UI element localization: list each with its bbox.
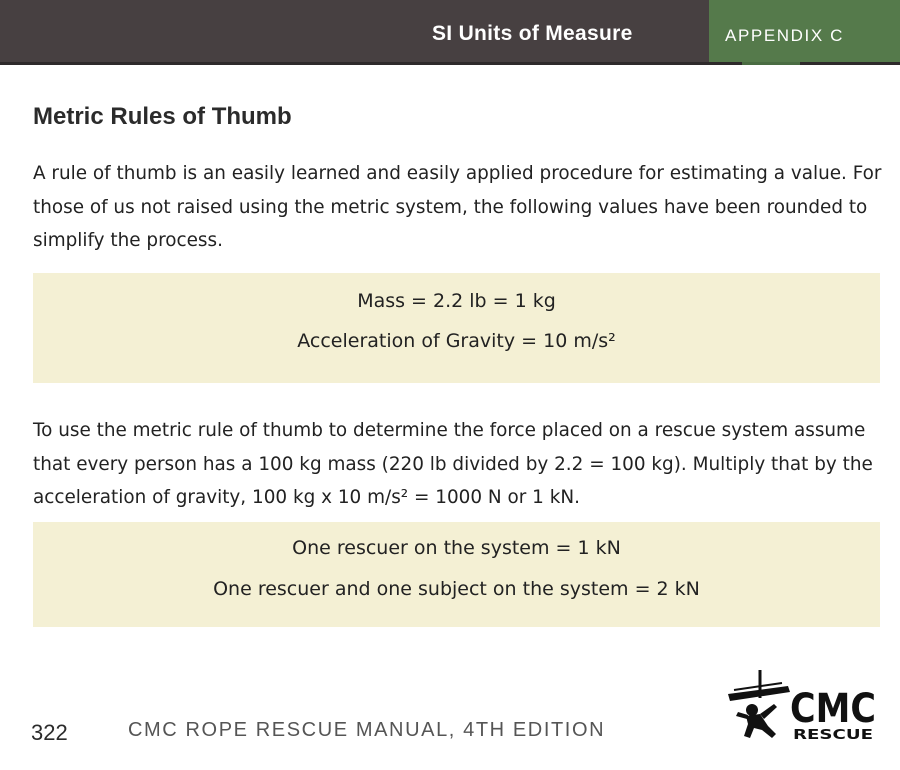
- rescuer-silhouette-icon: [724, 668, 880, 743]
- appendix-label: APPENDIX C: [725, 26, 844, 45]
- rescuer-subject-line: One rescuer and one subject on the system = 2 kN: [213, 578, 700, 600]
- mass-conversion-line: Mass = 2.2 lb = 1 kg: [357, 290, 556, 312]
- conversion-callout: [33, 273, 880, 383]
- page-number: 322: [31, 720, 68, 745]
- force-paragraph: To use the metric rule of thumb to determine the force placed on a rescue system assume that every person has a 100 kg mass (220 lb divided by 2.2 = 100 kg). Multiply that by the acceleration of gravity, 100 kg x 10 m/s² = 1000 N or 1 kN.: [33, 420, 873, 508]
- book-title: CMC ROPE RESCUE MANUAL, 4TH EDITION: [128, 719, 606, 741]
- section-title: Metric Rules of Thumb: [33, 103, 292, 130]
- intro-paragraph: A rule of thumb is an easily learned and easily applied procedure for estimating a value. For those of us not raised using the metric system, the following values have been rounded to simplify the process.: [33, 163, 882, 251]
- one-rescuer-line: One rescuer on the system = 1 kN: [292, 537, 621, 559]
- force-callout: [33, 522, 880, 627]
- chapter-title: SI Units of Measure: [432, 22, 633, 45]
- tab-tick-divider: [742, 62, 800, 65]
- cmc-rescue-logo: [724, 668, 880, 743]
- gravity-line: Acceleration of Gravity = 10 m/s²: [297, 330, 616, 352]
- logo-subtext: RESCUE: [793, 728, 873, 743]
- logo-text: CMC: [790, 686, 876, 732]
